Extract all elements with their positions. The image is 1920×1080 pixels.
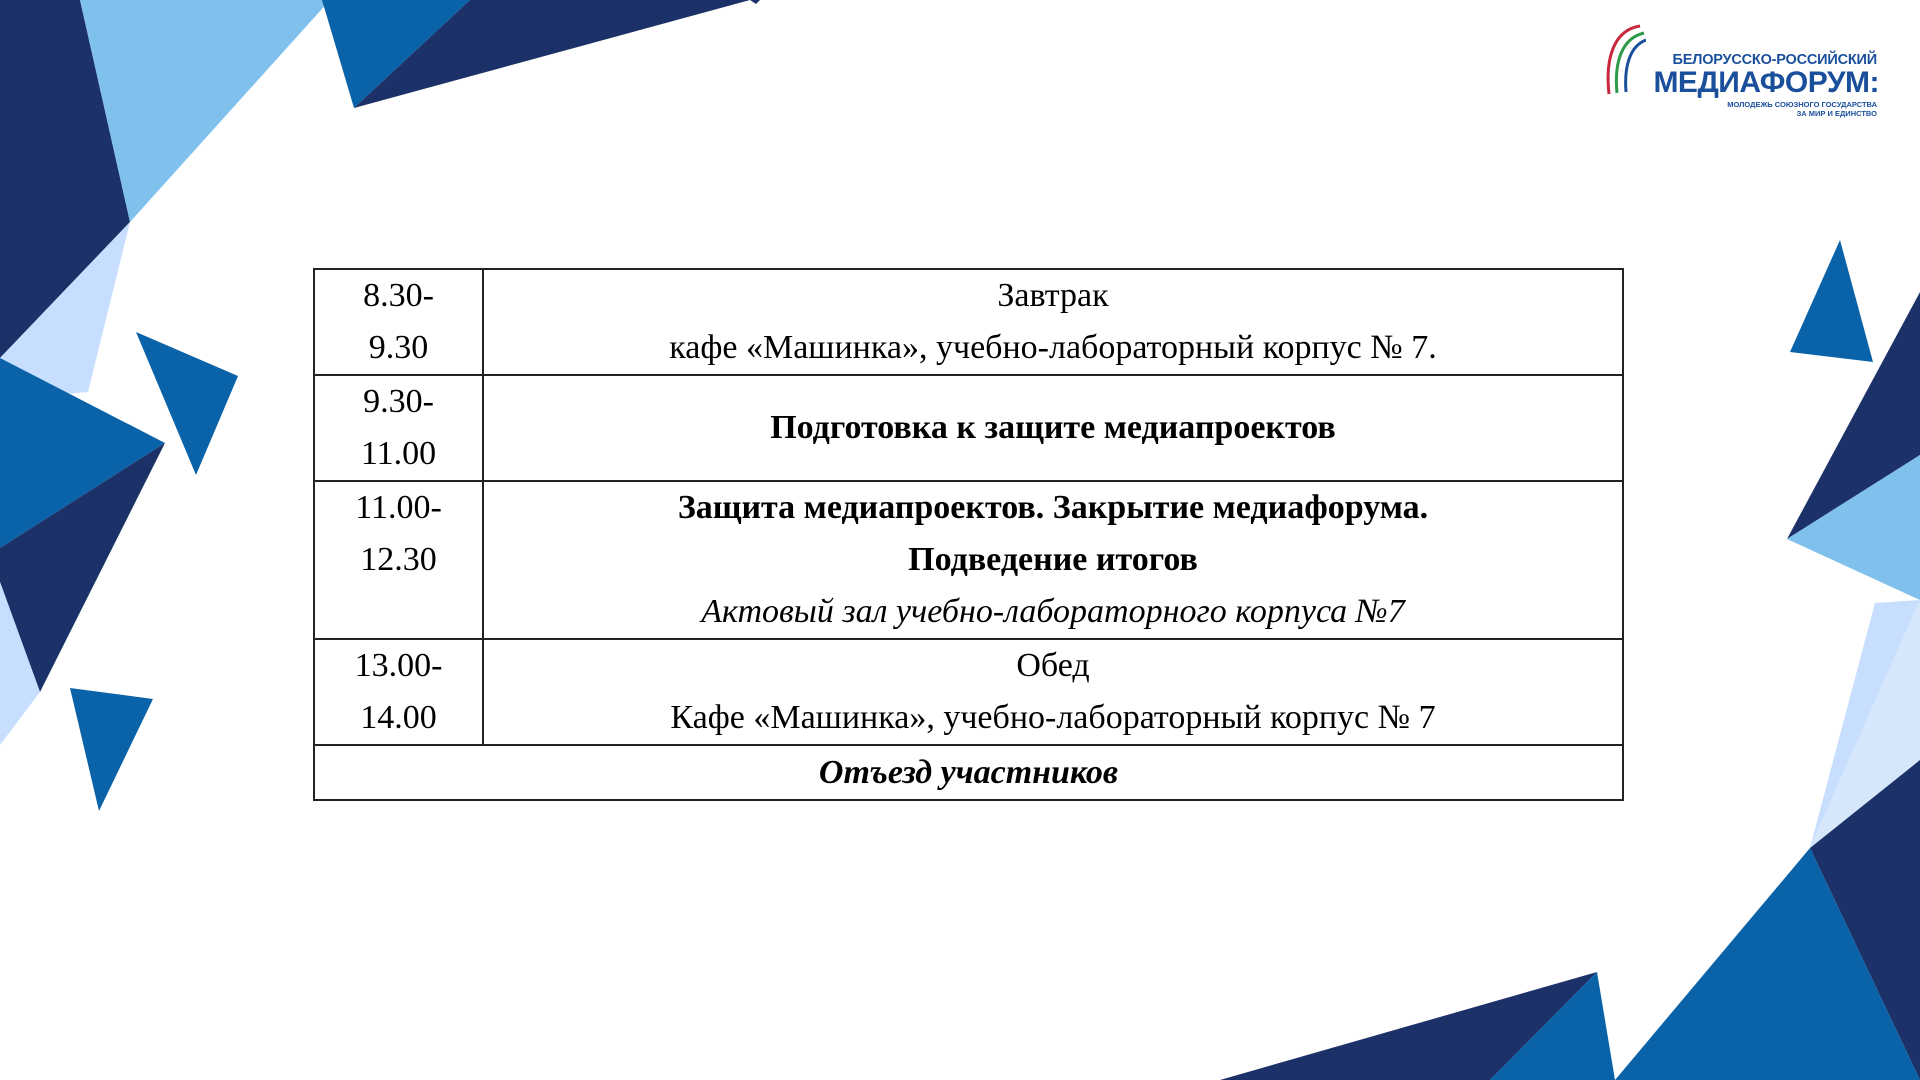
bg-triangle xyxy=(70,688,153,811)
time-start: 9.30- xyxy=(363,383,434,420)
time-cell xyxy=(314,375,483,481)
time-end: 11.00 xyxy=(360,435,437,472)
logo-arcs-icon xyxy=(1600,20,1646,110)
time-cell xyxy=(314,639,483,745)
activity-title: Обед xyxy=(1016,647,1090,684)
activity-place: Актовый зал учебно-лабораторного корпуса №7 xyxy=(701,593,1405,630)
schedule-row xyxy=(314,481,1623,639)
activity-cell xyxy=(483,269,1623,375)
time-start: 11.00- xyxy=(355,489,442,526)
bg-triangle xyxy=(750,0,760,4)
logo-line-3a: МОЛОДЕЖЬ СОЮЗНОГО ГОСУДАРСТВА xyxy=(1727,100,1877,109)
logo-line-2: МЕДИАФОРУМ: xyxy=(1653,66,1879,99)
activity-title: Подготовка к защите медиапроектов xyxy=(770,409,1336,446)
activity-title-line-1: Защита медиапроектов. Закрытие медиафорума. xyxy=(677,489,1429,526)
schedule-row xyxy=(314,639,1623,745)
time-start: 13.00- xyxy=(354,647,443,684)
schedule-footer-row xyxy=(314,745,1623,800)
logo-line-1: БЕЛОРУССКО-РОССИЙСКИЙ xyxy=(1672,52,1877,68)
activity-place: Кафе «Машинка», учебно-лабораторный корпус № 7 xyxy=(670,699,1436,736)
time-end: 12.30 xyxy=(360,541,437,578)
bg-triangle xyxy=(1790,240,1873,362)
time-cell xyxy=(314,481,483,639)
time-end: 14.00 xyxy=(360,699,437,736)
time-cell xyxy=(314,269,483,375)
time-end: 9.30 xyxy=(368,329,429,366)
schedule-row xyxy=(314,269,1623,375)
schedule-table xyxy=(313,268,1624,801)
schedule-row xyxy=(314,375,1623,481)
activity-place: кафе «Машинка», учебно-лабораторный корпус № 7. xyxy=(669,329,1437,366)
departure-cell: Отъезд участников xyxy=(314,745,1623,800)
activity-cell xyxy=(483,639,1623,745)
activity-cell xyxy=(483,481,1623,639)
logo-line-3b: ЗА МИР И ЕДИНСТВО xyxy=(1796,109,1877,118)
activity-cell xyxy=(483,375,1623,481)
logo-line-3 xyxy=(1645,100,1877,118)
time-start: 8.30- xyxy=(363,277,434,314)
activity-title-line-2: Подведение итогов xyxy=(908,541,1198,578)
activity-title: Завтрак xyxy=(997,277,1109,314)
mediaforum-logo xyxy=(1600,18,1890,123)
